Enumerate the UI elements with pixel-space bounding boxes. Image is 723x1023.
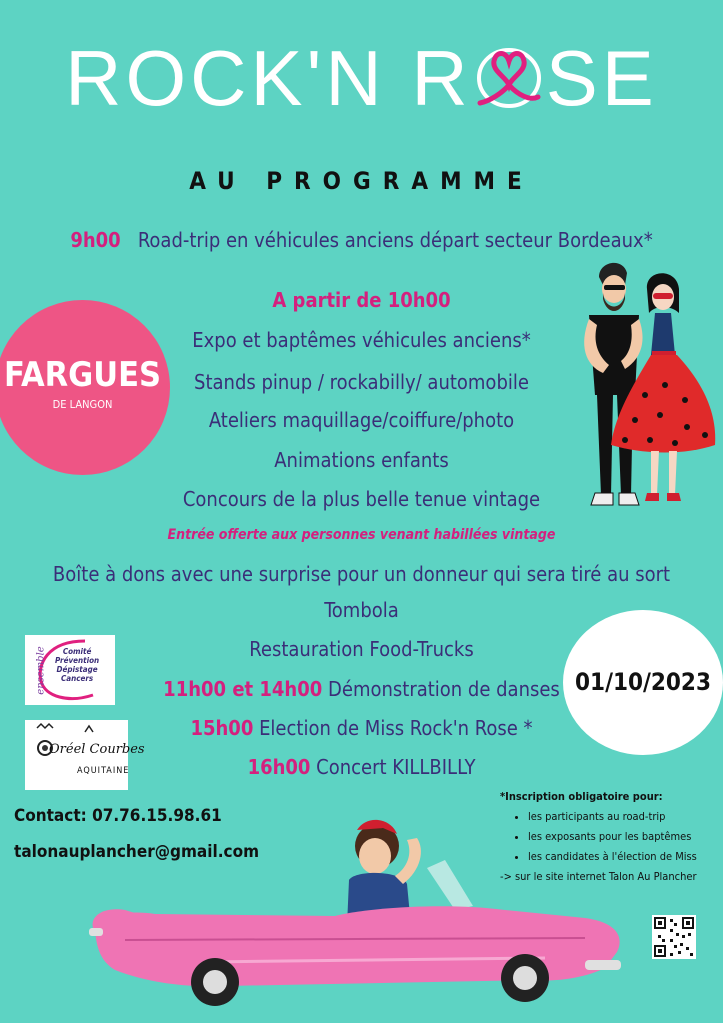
concert-line: 16h00 Concert KILLBILLY	[247, 755, 476, 779]
program-item: Concours de la plus belle tenue vintage	[182, 487, 541, 511]
contact-email[interactable]: talonauplancher@gmail.com	[14, 842, 260, 862]
program-item: Expo et baptêmes véhicules anciens*	[192, 328, 531, 352]
pink-cadillac-illustration	[85, 810, 630, 1010]
pink-ribbon-o-icon	[472, 45, 546, 105]
program-item: Ateliers maquillage/coiffure/photo	[208, 408, 515, 432]
dance-line: 11h00 et 14h00 Démonstration de danses	[163, 677, 560, 701]
registration-item: • les exposants pour les baptêmes	[528, 827, 715, 847]
qr-code-icon[interactable]	[652, 915, 696, 959]
program-item: Animations enfants	[274, 448, 449, 472]
rockabilly-couple-illustration	[575, 255, 720, 515]
miss-line: 15h00 Election de Miss Rock'n Rose *	[190, 716, 533, 740]
program-heading: AU PROGRAMME	[189, 167, 534, 195]
registration-item: • les participants au road-trip	[528, 807, 715, 827]
tombola-line: Tombola	[324, 598, 399, 622]
program-item: Stands pinup / rockabilly/ automobile	[194, 370, 529, 394]
from-time: A partir de 10h00	[272, 288, 451, 312]
food-line: Restauration Food-Trucks	[249, 637, 474, 661]
free-entry-note: Entrée offerte aux personnes venant habillées vintage	[167, 527, 556, 543]
comite-prevention-logo: ensemble Comité Prévention Dépistage Cancers	[25, 635, 115, 705]
registration-heading: *Inscription obligatoire pour:	[500, 790, 663, 803]
oreel-courbes-logo: Oréel Courbes AQUITAINE	[25, 720, 128, 790]
registration-footer: -> sur le site internet Talon Au Plancher	[500, 870, 697, 883]
location-badge	[0, 300, 170, 475]
poster-title: ROCK'N R SE	[65, 34, 658, 122]
location-city: FARGUES	[3, 355, 162, 395]
event-date: 01/10/2023	[563, 610, 723, 755]
roadtrip-line: 9h00 Road-trip en véhicules anciens départ secteur Bordeaux*	[70, 228, 653, 252]
donation-line: Boîte à dons avec une surprise pour un donneur qui sera tiré au sort	[52, 562, 671, 586]
registration-item: • les candidates à l'élection de Miss	[528, 847, 715, 867]
location-sub: DE LANGON	[52, 398, 113, 411]
contact-phone: Contact: 07.76.15.98.61	[14, 806, 222, 826]
